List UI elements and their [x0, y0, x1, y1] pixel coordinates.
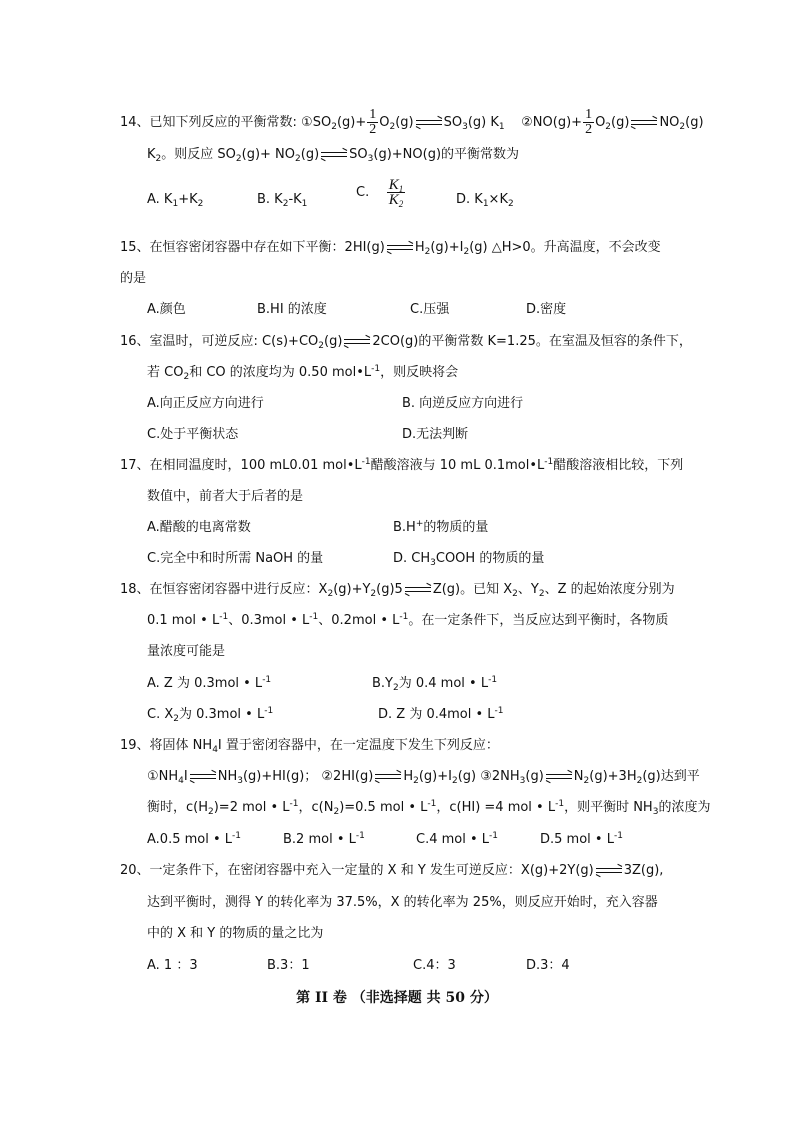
text: D.5 mol • L — [540, 832, 614, 847]
q17-option-b[interactable] — [393, 518, 488, 538]
denominator — [387, 193, 406, 207]
text: (g)+NO(g)的平衡常数为 — [373, 147, 520, 162]
sup: -1 — [264, 706, 274, 716]
text: 、0.3mol • L — [228, 613, 310, 628]
sub: 2 — [295, 154, 301, 164]
sup: -1 — [309, 612, 319, 622]
text: ，c(HI) =4 mol • L — [436, 800, 556, 815]
text: (g) — [300, 147, 320, 162]
text: 、Y — [517, 582, 539, 597]
sub: 1 — [301, 199, 308, 209]
text: (g) — [525, 769, 544, 784]
sub: 2 — [327, 589, 334, 599]
q19-option-d[interactable] — [540, 830, 623, 850]
q15-option-d[interactable]: D.密度 — [526, 302, 567, 317]
sup: -1 — [361, 457, 371, 467]
sup: -1 — [555, 799, 565, 809]
text: 20、一定条件下，在密闭容器中充入一定量的 X 和 Y 发生可逆反应：X(g)+2Y(g) — [120, 863, 594, 878]
text: NO — [659, 115, 680, 130]
q15-option-c[interactable]: C.压强 — [410, 302, 450, 317]
text: 醋酸溶液与 10 mL 0.1mol•L — [370, 458, 545, 473]
text: (g) — [324, 334, 343, 349]
text: +K — [178, 192, 198, 207]
sub: 2 — [183, 372, 190, 382]
text: 为 0.4 mol • L — [398, 676, 489, 691]
text: C.4 mol • L — [416, 832, 490, 847]
fraction-half — [367, 108, 378, 137]
q18-option-c[interactable] — [147, 705, 273, 725]
text: A. Z 为 0.3mol • L — [147, 676, 263, 691]
sub: 2 — [318, 341, 324, 351]
text: 0.1 mol • L — [147, 613, 220, 628]
sub: 2 — [538, 589, 545, 599]
sub: 2 — [370, 589, 377, 599]
q17-option-a[interactable]: A.醋酸的电离常数 — [147, 520, 251, 535]
sub: 2 — [463, 247, 470, 257]
text: (g) ③2NH — [457, 769, 520, 784]
text: H — [414, 240, 425, 255]
text: (g)+I — [430, 240, 464, 255]
text: 的浓度为 — [658, 800, 711, 815]
sub: 3 — [237, 776, 243, 786]
fraction-half — [583, 108, 594, 137]
text: Z(g)。已知 X — [432, 582, 513, 597]
text: 14、已知下列反应的平衡常数: ①SO — [120, 115, 332, 130]
sub: 3 — [462, 122, 468, 132]
sub: 4 — [178, 776, 184, 786]
q15-line-1 — [120, 238, 661, 258]
q15-option-a[interactable]: A.颜色 — [147, 302, 186, 317]
q15-line-2: 的是 — [120, 271, 147, 286]
text: A. K — [147, 192, 173, 207]
sub: 2 — [173, 714, 179, 724]
q16-line-2 — [147, 363, 458, 383]
sub: 2 — [331, 122, 337, 132]
text: 的物质的量 — [423, 520, 489, 535]
q17-line-1 — [120, 456, 683, 476]
sub: 3 — [519, 776, 526, 786]
text: SO — [443, 115, 463, 130]
q18-option-b[interactable] — [372, 674, 497, 694]
text: D. Z 为 0.4mol • L — [378, 707, 495, 722]
sup: -1 — [355, 831, 365, 841]
sub: 2 — [451, 776, 458, 786]
text: B.2 mol • L — [283, 832, 356, 847]
text: (g)+ — [336, 115, 367, 130]
text: (g) — [395, 115, 414, 130]
text: 17、在相同温度时，100 mL0.01 mol•L — [120, 458, 362, 473]
text: C. X — [147, 707, 174, 722]
equilibrium-arrow-icon — [405, 586, 431, 594]
text: (g)5 — [376, 582, 403, 597]
sub: 1 — [482, 199, 489, 209]
q18-line-2 — [147, 611, 668, 631]
sub: 2 — [507, 199, 514, 209]
q17-option-d[interactable] — [393, 549, 544, 569]
text: C. — [356, 185, 370, 200]
equilibrium-arrow-icon — [387, 244, 413, 252]
sub: 2 — [398, 199, 404, 209]
q15-option-b[interactable]: B.HI 的浓度 — [257, 302, 327, 317]
sub: 2 — [512, 589, 518, 599]
sub: 4 — [212, 745, 218, 755]
sub: 2 — [413, 776, 419, 786]
q18-line-3: 量浓度可能是 — [147, 644, 226, 659]
text: H — [403, 769, 414, 784]
text: I 置于密闭容器中，在一定温度下发生下列反应： — [217, 738, 499, 753]
numerator: 1 — [585, 107, 593, 122]
text: (g) — [685, 115, 704, 130]
equilibrium-arrow-icon — [631, 119, 657, 127]
q17-option-c[interactable]: C.完全中和时所需 NaOH 的量 — [147, 551, 324, 566]
sub: 2 — [424, 247, 431, 257]
q18-line-1 — [120, 580, 675, 600]
text: 、0.2mol • L — [318, 613, 400, 628]
sub: 2 — [282, 199, 289, 209]
text: 2CO(g)的平衡常数 K=1.25。在室温及恒容的条件下， — [372, 334, 692, 349]
sub: 3 — [652, 807, 659, 817]
sup: -1 — [489, 831, 499, 841]
q19-line-1 — [120, 736, 499, 756]
sub: 2 — [155, 154, 162, 164]
q16-option-d[interactable]: D.无法判断 — [402, 427, 469, 442]
text: ×K — [488, 192, 508, 207]
sub: 2 — [208, 807, 214, 817]
sub: 2 — [333, 807, 340, 817]
text: 若 CO — [147, 365, 184, 380]
sub: 3 — [430, 558, 436, 568]
q14-option-d[interactable] — [456, 190, 514, 210]
sup: -1 — [232, 831, 241, 841]
text: ，则反映将会 — [380, 365, 459, 380]
sub: 2 — [636, 776, 643, 786]
sub: 2 — [605, 122, 612, 132]
sup: -1 — [371, 364, 381, 374]
text: (g)+3H — [589, 769, 637, 784]
section-title: 第 II 卷 （非选择题 共 50 分） — [296, 990, 498, 1006]
numerator: 1 — [369, 107, 377, 122]
text: D. K — [456, 192, 483, 207]
q20-option-a[interactable]: A. 1 ：3 — [147, 958, 198, 973]
q19-line-3 — [147, 798, 710, 818]
equilibrium-arrow-icon — [190, 773, 216, 781]
text: (g)+HI(g)； ②2HI(g) — [242, 769, 374, 784]
q20-option-d[interactable]: D.3：4 — [526, 958, 570, 973]
sub: 1 — [498, 122, 505, 132]
q19-option-b[interactable] — [283, 830, 365, 850]
sup: -1 — [544, 457, 554, 467]
equilibrium-arrow-icon — [344, 338, 370, 346]
text: 。在一定条件下，当反应达到平衡时，各物质 — [408, 613, 669, 628]
q14-option-b[interactable] — [257, 190, 307, 210]
text: B. K — [257, 192, 283, 207]
text: 、Z 的起始浓度分别为 — [544, 582, 675, 597]
q19-option-a[interactable] — [147, 830, 241, 850]
text: ②NO(g)+ — [521, 115, 583, 130]
text: (g)+ NO — [241, 147, 296, 162]
sub: 3 — [367, 154, 374, 164]
q20-line-2: 达到平衡时，测得 Y 的转化率为 37.5%，X 的转化率为 25%，则反应开始时，充入容器 — [147, 895, 658, 910]
q16-option-c[interactable]: C.处于平衡状态 — [147, 427, 239, 442]
fraction-k1-k2 — [387, 178, 406, 207]
text: A.0.5 mol • L — [147, 832, 233, 847]
q19-option-c[interactable] — [416, 830, 498, 850]
text: SO — [349, 147, 368, 162]
sup: -1 — [219, 612, 229, 622]
text: 衡时，c(H — [147, 800, 208, 815]
q20-line-1 — [120, 861, 663, 881]
equilibrium-arrow-icon — [596, 867, 622, 875]
q17-line-2: 数值中，前者大于后者的是 — [147, 489, 304, 504]
text: B.H — [393, 520, 416, 535]
text: COOH 的物质的量 — [435, 551, 545, 566]
q14-line-1 — [120, 108, 704, 137]
q18-option-a[interactable] — [147, 674, 271, 694]
q14-option-c[interactable] — [356, 178, 406, 207]
sub: 2 — [389, 122, 396, 132]
text: 和 CO 的浓度均为 0.50 mol•L — [189, 365, 372, 380]
text: D. CH — [393, 551, 431, 566]
denominator: 2 — [585, 122, 593, 137]
numerator — [387, 178, 406, 193]
text: NH — [217, 769, 238, 784]
denominator: 2 — [369, 122, 377, 137]
sup: -1 — [262, 675, 272, 685]
text: ，c(N — [298, 800, 334, 815]
text: 19、将固体 NH — [120, 738, 213, 753]
equilibrium-arrow-icon — [375, 773, 401, 781]
q16-line-1 — [120, 332, 692, 352]
text: ，则平衡时 NH — [564, 800, 653, 815]
text: 15、在恒容密闭容器中存在如下平衡：2HI(g) — [120, 240, 385, 255]
q16-option-a[interactable]: A.向正反应方向进行 — [147, 396, 264, 411]
text: K — [388, 177, 399, 193]
sub: 2 — [679, 122, 686, 132]
text: )=2 mol • L — [213, 800, 290, 815]
q14-option-a[interactable] — [147, 190, 203, 210]
q19-line-2 — [147, 767, 700, 787]
equilibrium-arrow-icon — [321, 151, 347, 159]
q14-line-2 — [147, 145, 519, 165]
sup: -1 — [494, 706, 504, 716]
text: 16、室温时，可逆反应: C(s)+CO — [120, 334, 319, 349]
sup: -1 — [427, 799, 437, 809]
equilibrium-arrow-icon — [416, 119, 442, 127]
sub: 2 — [197, 199, 204, 209]
text: (g) K — [467, 115, 499, 130]
text: N — [573, 769, 584, 784]
sub: 1 — [398, 184, 404, 194]
sup: -1 — [399, 612, 409, 622]
q20-option-c[interactable]: C.4：3 — [413, 958, 456, 973]
q20-option-b[interactable]: B.3：1 — [267, 958, 310, 973]
sub: 2 — [235, 154, 242, 164]
sub: 2 — [393, 683, 399, 693]
text: K — [147, 147, 156, 162]
sup: + — [415, 519, 424, 529]
sup: -1 — [289, 799, 299, 809]
text: -K — [288, 192, 302, 207]
q20-line-3: 中的 X 和 Y 的物质的量之比为 — [147, 926, 324, 941]
text: ①NH — [147, 769, 179, 784]
text: K — [388, 192, 399, 208]
text: (g)达到平 — [642, 769, 700, 784]
text: 为 0.3mol • L — [178, 707, 265, 722]
text: 。则反应 SO — [161, 147, 236, 162]
sub: 2 — [583, 776, 590, 786]
text: I — [183, 769, 188, 784]
text: (g)+I — [418, 769, 452, 784]
text: O — [379, 115, 390, 130]
text: 18、在恒容密闭容器中进行反应：X — [120, 582, 328, 597]
text: )=0.5 mol • L — [339, 800, 428, 815]
text: (g) — [611, 115, 630, 130]
q16-option-b[interactable]: B. 向逆反应方向进行 — [402, 396, 524, 411]
text: 醋酸溶液相比较，下列 — [553, 458, 684, 473]
text: 3Z(g), — [623, 863, 664, 878]
sup: -1 — [613, 831, 623, 841]
sub: 1 — [172, 199, 179, 209]
equilibrium-arrow-icon — [546, 773, 572, 781]
text: O — [595, 115, 606, 130]
text: (g) △H>0。升高温度，不会改变 — [469, 240, 661, 255]
text: B.Y — [372, 676, 393, 691]
sup: -1 — [488, 675, 498, 685]
q18-option-d[interactable] — [378, 705, 504, 725]
text: (g)+Y — [333, 582, 371, 597]
